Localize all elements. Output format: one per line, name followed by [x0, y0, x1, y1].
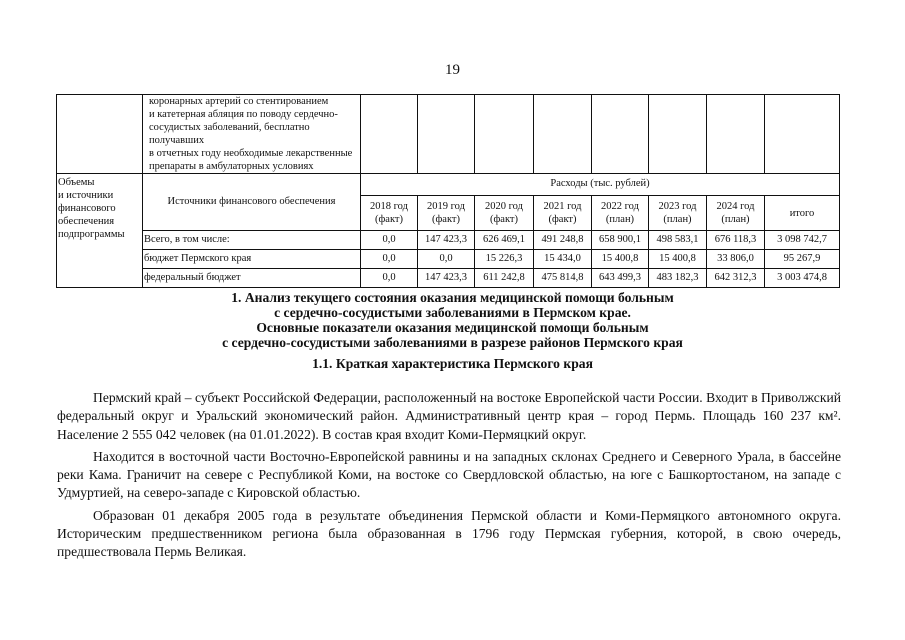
year-type: (план) — [663, 214, 692, 226]
year-label: 2019 год — [427, 200, 465, 212]
section-title — [0, 290, 905, 350]
year-type: (факт) — [489, 214, 518, 226]
row-header-line: и источники — [58, 190, 114, 202]
year-header — [361, 196, 418, 231]
subsection-title: 1.1. Краткая характеристика Пермского края — [312, 356, 593, 371]
row-label-total: Всего, в том числе: — [143, 231, 361, 250]
value-cell: 33 806,0 — [707, 250, 765, 269]
section-title-line: с сердечно-сосудистыми заболеваниями в разрезе районов Пермского края — [222, 335, 683, 350]
year-label: 2023 год — [658, 200, 697, 212]
year-header — [475, 196, 534, 231]
description-line: сосудистых заболеваний, бесплатно получавших — [149, 122, 310, 147]
empty-cell — [534, 95, 592, 174]
section-title-line: 1. Анализ текущего состояния оказания медицинской помощи больным — [231, 290, 674, 305]
value-cell: 15 226,3 — [475, 250, 534, 269]
row-label-federal-budget: федеральный бюджет — [143, 269, 361, 288]
value-cell: 626 469,1 — [475, 231, 534, 250]
empty-cell — [649, 95, 707, 174]
year-label: 2020 год — [485, 200, 523, 212]
value-cell: 147 423,3 — [418, 269, 475, 288]
value-cell: 147 423,3 — [418, 231, 475, 250]
indicator-description — [143, 95, 361, 174]
value-cell: 643 499,3 — [592, 269, 649, 288]
year-type: (план) — [605, 214, 635, 226]
year-header — [649, 196, 707, 231]
year-label: 2024 год — [716, 200, 755, 212]
year-type: (факт) — [431, 214, 460, 226]
value-cell: 642 312,3 — [707, 269, 765, 288]
value-cell: 3 098 742,7 — [765, 231, 840, 250]
value-cell: 658 900,1 — [592, 231, 649, 250]
row-header-label — [57, 174, 143, 288]
empty-cell — [592, 95, 649, 174]
expenses-header: Расходы (тыс. рублей) — [361, 174, 840, 196]
description-line: коронарных артерий со стентированием — [149, 96, 329, 107]
sources-header: Источники финансового обеспечения — [143, 174, 361, 231]
paragraph: Пермский край – субъект Российской Федерации, расположенный на востоке Европейской части России. Входит в Приволжский федеральный округ и Уральский экономический район. Административный центр края – город Пермь. Площадь 160 237 км². Население 2 555 042 человек (на 01.01.2022). В состав края входит Коми-Пермяцкий округ. — [57, 390, 841, 442]
year-header — [707, 196, 765, 231]
value-cell: 491 248,8 — [534, 231, 592, 250]
page-number: 19 — [445, 62, 460, 78]
year-label: 2022 год — [601, 200, 639, 212]
value-cell: 0,0 — [361, 231, 418, 250]
paragraph: Находится в восточной части Восточно-Европейской равнины и на западных склонах Среднего и Северного Урала, в бассейне реки Кама. Граничит на севере с Республикой Коми, на востоке со Свердловской областью, на юге с Башкортостаном, на западе с Удмуртией, на северо-западе с Кировской областью. — [57, 448, 841, 501]
year-type: (план) — [721, 214, 750, 226]
year-label: 2021 год — [543, 200, 582, 212]
empty-cell — [361, 95, 418, 174]
row-header-line: обеспечения — [58, 216, 115, 228]
body-text — [57, 389, 841, 566]
value-cell: 95 267,9 — [765, 250, 840, 269]
year-label: итого — [789, 207, 815, 219]
value-cell: 0,0 — [361, 269, 418, 288]
financing-table — [56, 94, 840, 288]
value-cell: 3 003 474,8 — [765, 269, 840, 288]
year-header — [592, 196, 649, 231]
empty-cell — [765, 95, 840, 174]
empty-cell — [707, 95, 765, 174]
value-cell: 15 434,0 — [534, 250, 592, 269]
value-cell: 0,0 — [418, 250, 475, 269]
value-cell: 483 182,3 — [649, 269, 707, 288]
empty-cell — [57, 95, 143, 174]
total-header — [765, 196, 840, 231]
row-header-line: Объемы — [58, 177, 95, 189]
paragraph: Образован 01 декабря 2005 года в результате объединения Пермской области и Коми-Пермяцкого автономного округа. Историческим предшественником региона была образованная в 1796 году Пермская губерния, которой, в свою очередь, предшествовала Пермь Великая. — [57, 507, 841, 560]
section-title-line: Основные показатели оказания медицинской помощи больным — [256, 320, 649, 335]
value-cell: 676 118,3 — [707, 231, 765, 250]
description-line: и катетерная абляция по поводу сердечно- — [149, 109, 338, 121]
year-type: (факт) — [374, 214, 403, 226]
description-line: препараты в амбулаторных условиях — [149, 161, 314, 173]
year-header — [534, 196, 592, 231]
year-label: 2018 год — [370, 200, 408, 212]
year-type: (факт) — [548, 214, 577, 226]
value-cell: 0,0 — [361, 250, 418, 269]
row-header-line: подпрограммы — [58, 229, 125, 241]
year-header — [418, 196, 475, 231]
value-cell: 475 814,8 — [534, 269, 592, 288]
description-line: в отчетных году необходимые лекарственные — [149, 148, 353, 160]
row-header-line: финансового — [58, 203, 116, 215]
value-cell: 15 400,8 — [649, 250, 707, 269]
value-cell: 498 583,1 — [649, 231, 707, 250]
row-label-regional-budget: бюджет Пермского края — [143, 250, 361, 269]
empty-cell — [475, 95, 534, 174]
value-cell: 15 400,8 — [592, 250, 649, 269]
empty-cell — [418, 95, 475, 174]
value-cell: 611 242,8 — [475, 269, 534, 288]
section-title-line: с сердечно-сосудистыми заболеваниями в Пермском крае. — [274, 305, 631, 320]
